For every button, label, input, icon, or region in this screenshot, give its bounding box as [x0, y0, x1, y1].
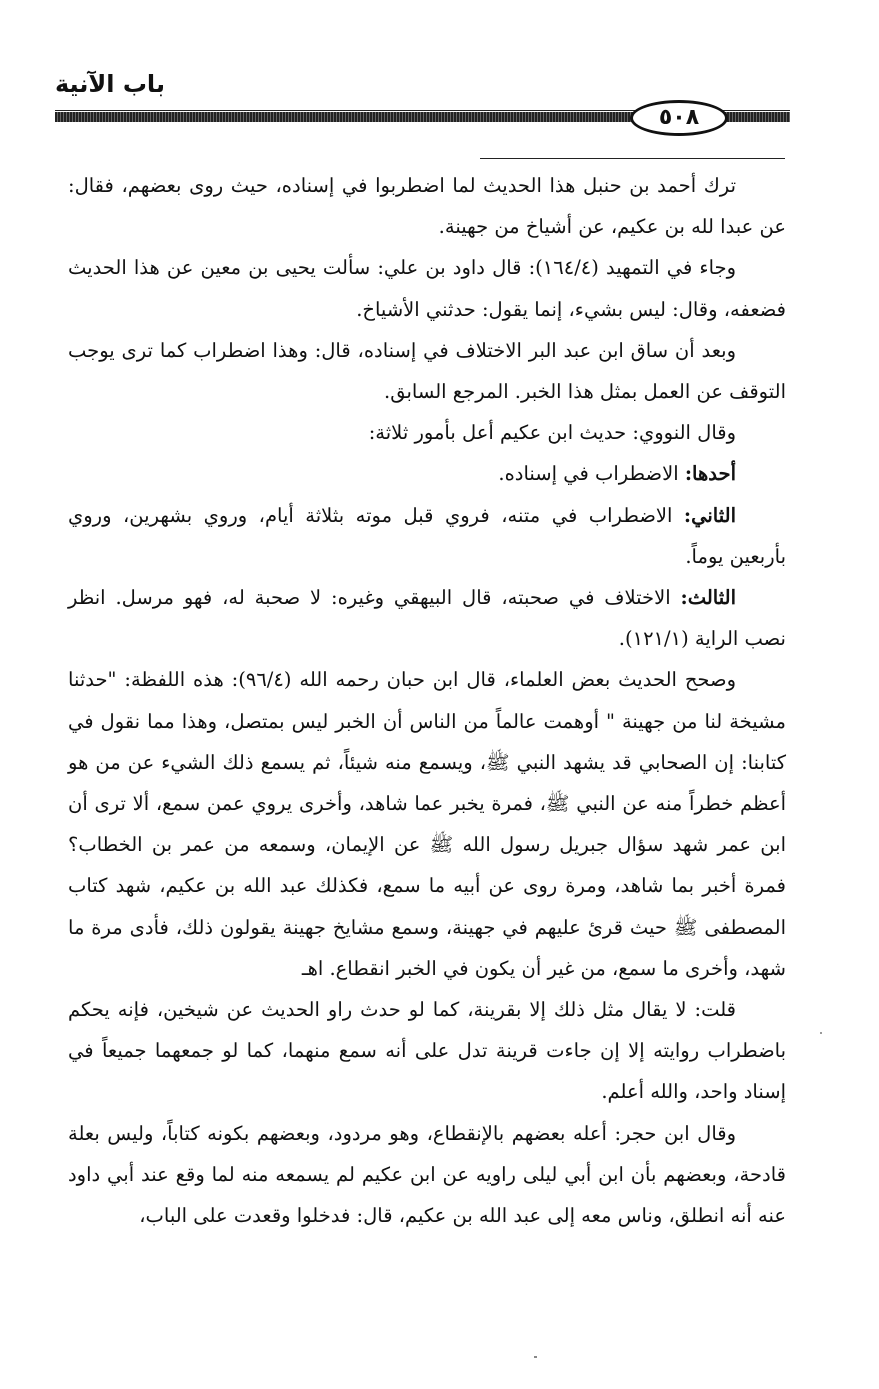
paragraph-lead: الثالث: [680, 586, 736, 610]
paragraph [68, 659, 786, 989]
paragraph-text: وقال النووي: حديث ابن عكيم أعل بأمور ثلاثة: [368, 421, 736, 445]
scan-speck [534, 1356, 537, 1358]
paragraph-text: قلت: لا يقال مثل ذلك إلا بقرينة، كما لو حدث راو الحديث عن شيخين، فإنه يحكم باضطراب روايته إلا إن جاءت قرينة تدل على أنه سمع منهما، كما لو جمعهما جميعاً في إسناد واحد، والله أعلم. [68, 998, 786, 1104]
paragraph-text: وصحح الحديث بعض العلماء، قال ابن حبان رحمه الله (٩٦/٤): هذه اللفظة: "حدثنا مشيخة لنا من جهينة " أوهمت عالماً من الناس أن الخبر ليس بمتصل، وهذا مما نقول في كتابنا: إن الصحابي قد يشهد النبي ﷺ، ويسمع منه شيئاً، ثم يسمع ذلك الشيء عن من هو أعظم خطراً منه عن النبي ﷺ، فمرة يخبر عما شاهد، وأخرى يروي عمن سمع، ألا ترى أن ابن عمر شهد سؤال جبريل رسول الله ﷺ عن الإيمان، وسمعه من عمر بن الخطاب؟ فمرة أخبر بما شاهد، ومرة روى عن أبيه ما سمع، فكذلك عبد الله بن عكيم، شهد كتاب المصطفى ﷺ حيث قرئ عليهم في جهينة، وسمع مشايخ جهينة يقولون ذلك، فأدى مرة ما شهد، وأخرى ما سمع، من غير أن يكون في الخبر انقطاع. اهـ [68, 668, 786, 980]
paragraph-text: الاضطراب في متنه، فروي قبل موته بثلاثة أيام، وروي بشهرين، وروي بأربعين يوماً. [68, 503, 786, 568]
paragraph [68, 577, 786, 659]
paragraph [68, 453, 786, 494]
paragraph-text: وقال ابن حجر: أعله بعضهم بالإنقطاع، وهو مردود، وبعضهم بكونه كتاباً، وليس بعلة قادحة، وبعضهم بأن ابن أبي ليلى راويه عن ابن عكيم لم يسمعه منه لما وقع عند أبي داود عنه أنه انطلق، وناس معه إلى عبد الله بن عكيم، قال: فدخلوا وقعدت على الباب، [68, 1121, 786, 1228]
paragraph-lead: الثاني: [683, 503, 736, 527]
paragraph-text: وبعد أن ساق ابن عبد البر الاختلاف في إسناده، قال: وهذا اضطراب كما ترى يوجب التوقف عن العمل بمثل هذا الخبر. المرجع السابق. [68, 338, 786, 404]
paragraph-text: الاضطراب في إسناده. [498, 462, 685, 486]
page-body [68, 165, 786, 1236]
paragraph [68, 165, 786, 247]
scan-speck [820, 1032, 822, 1034]
paragraph-text: ترك أحمد بن حنبل هذا الحديث لما اضطربوا في إسناده، حيث روى بعضهم، فقال: عن عبدا لله بن عكيم، عن أشياخ من جهينة. [68, 174, 786, 239]
page-number: ٥٠٨ [630, 100, 728, 136]
paragraph [68, 989, 786, 1113]
paragraph-text: وجاء في التمهيد (١٦٤/٤): قال داود بن علي: سألت يحيى بن معين عن هذا الحديث فضعفه، وقال: ليس بشيء، إنما يقول: حدثني الأشياخ. [68, 256, 786, 321]
paragraph [68, 412, 786, 453]
running-title: باب الآنية [55, 70, 165, 98]
paragraph [68, 1113, 786, 1237]
paragraph-lead: أحدها: [684, 462, 736, 486]
paragraph [68, 495, 786, 577]
paragraph-text: الاختلاف في صحبته، قال البيهقي وغيره: لا صحبة له، فهو مرسل. انظر نصب الراية (١٢١/١). [68, 586, 786, 651]
footnote-separator [480, 158, 785, 159]
paragraph [68, 247, 786, 329]
paragraph [68, 330, 786, 412]
